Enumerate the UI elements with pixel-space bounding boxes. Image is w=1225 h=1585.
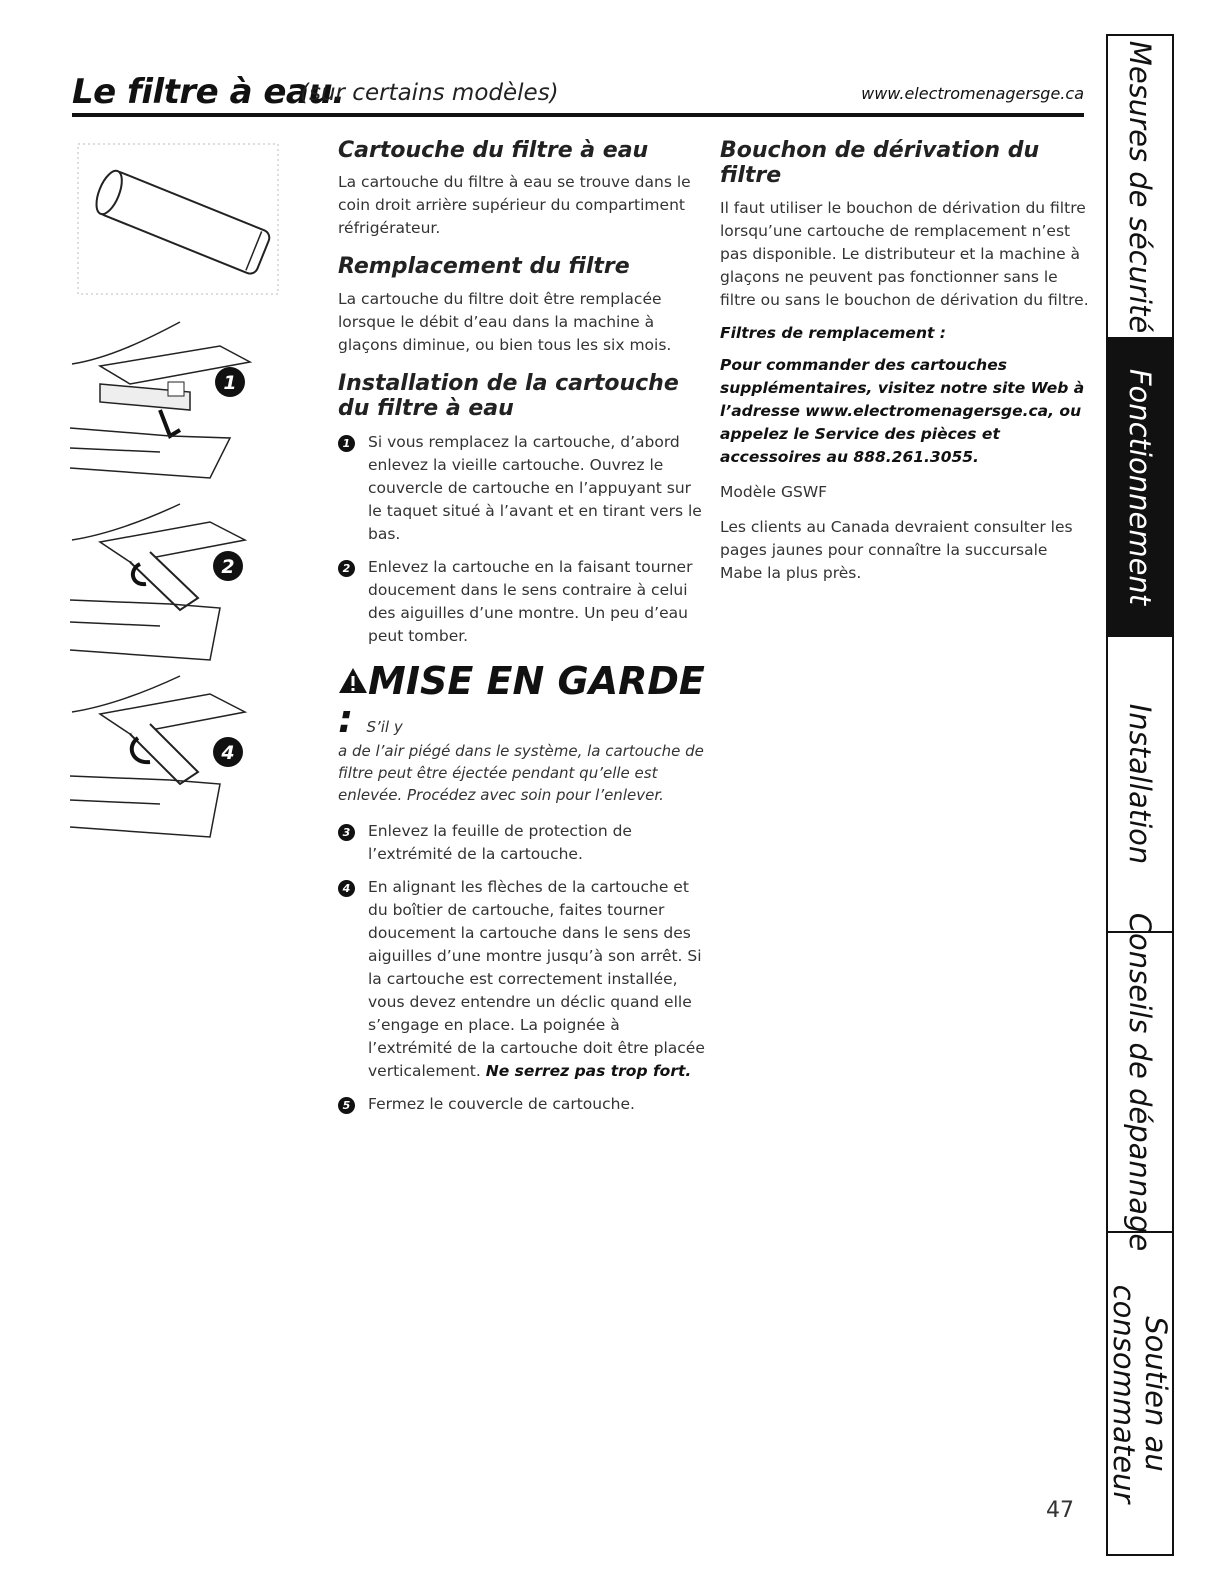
step-1-number: 1 xyxy=(338,435,355,452)
page-header xyxy=(72,72,1084,116)
page-number: 47 xyxy=(1046,1498,1074,1523)
tab-conseils-depannage[interactable] xyxy=(1108,912,1172,1252)
step-2-text: Enlevez la cartouche en la faisant tourner doucement dans le sens contraire à celui des aiguilles d’une montre. Un peu d’eau peut tomber. xyxy=(368,558,693,646)
step-1-illustration xyxy=(70,318,290,498)
step-1-text: Si vous remplacez la cartouche, d’abord enlevez la vieille cartouche. Ouvrez le couvercle de cartouche en l’appuyant sur le taquet situé à l’avant et en tirant vers le bas. xyxy=(368,433,702,544)
svg-text:2: 2 xyxy=(221,556,235,578)
header-rule xyxy=(72,113,1084,117)
page-title: Le filtre à eau. xyxy=(72,72,345,112)
heading-cartouche: Cartouche du filtre à eau xyxy=(338,138,649,163)
step-5 xyxy=(338,1093,708,1116)
tab-fonctionnement-label: Fonctionnement xyxy=(1123,368,1157,606)
text-bouchon: Il faut utiliser le bouchon de dérivation du filtre lorsqu’une cartouche de remplacement n’est pas disponible. Le distributeur et la machine à glaçons ne peuvent pas fonctionner sans le filtre ou sans le bouchon de dérivation du filtre. xyxy=(720,198,1089,309)
warning-heading xyxy=(338,659,708,742)
middle-column xyxy=(338,138,708,1116)
warning-triangle-icon xyxy=(338,667,368,694)
page-subtitle: (sur certains modèles) xyxy=(300,80,559,106)
canada-text: Les clients au Canada devraient consulter les pages jaunes pour connaître la succursale Mabe la plus près. xyxy=(720,517,1073,582)
heading-remplacement: Remplacement du filtre xyxy=(338,254,630,280)
svg-text:4: 4 xyxy=(221,742,235,764)
step-4-bold-note: Ne serrez pas trop fort. xyxy=(485,1062,692,1081)
tab-mesures-securite[interactable] xyxy=(1108,36,1172,339)
step-4-text: En alignant les flèches de la cartouche et du boîtier de cartouche, faites tourner doucement la cartouche dans le sens des aiguilles d’une montre jusqu’à son arrêt. Si la cartouche est correctement installée, vous devez entendre un déclic quand elle s’engage en place. La poignée à l’extrémité de la cartouche doit être placée verticalement. xyxy=(368,878,705,1081)
filtres-label: Filtres de remplacement : xyxy=(720,323,946,342)
tab-mesures-securite-label: Mesures de sécurité xyxy=(1123,40,1157,333)
step-3 xyxy=(338,820,708,866)
warning-title: MISE EN GARDE : xyxy=(338,659,705,742)
warning-lead: S’il y xyxy=(366,718,403,737)
section-tabs xyxy=(1106,34,1174,1556)
step-2-illustration xyxy=(70,500,290,670)
heading-installation: Installation de la cartouche du filtre à eau xyxy=(338,370,679,421)
tab-soutien-consommateur-label: Soutien au consommateur xyxy=(1107,1284,1173,1503)
step-5-number: 5 xyxy=(338,1097,355,1114)
heading-bouchon: Bouchon de dérivation du filtre xyxy=(720,138,1040,189)
tab-installation[interactable] xyxy=(1108,637,1172,933)
right-column xyxy=(720,138,1090,585)
step-2 xyxy=(338,556,708,648)
tab-conseils-depannage-label: Conseils de dépannage xyxy=(1123,912,1157,1252)
warning-body: a de l’air piégé dans le système, la cartouche de filtre peut être éjectée pendant qu’elle est enlevée. Procédez avec soin pour l’enlever. xyxy=(338,742,704,805)
text-remplacement: La cartouche du filtre doit être remplacée lorsque le débit d’eau dans la machine à glaçons diminue, ou bien tous les six mois. xyxy=(338,289,672,354)
step-3-text: Enlevez la feuille de protection de l’extrémité de la cartouche. xyxy=(368,822,632,864)
model-text: Modèle GSWF xyxy=(720,482,828,501)
svg-text:1: 1 xyxy=(223,372,237,394)
step-4-illustration xyxy=(70,672,290,857)
step-5-text: Fermez le couvercle de cartouche. xyxy=(368,1095,635,1114)
tab-fonctionnement[interactable] xyxy=(1108,339,1172,637)
step-1 xyxy=(338,431,708,546)
step-2-number: 2 xyxy=(338,560,355,577)
step-4-number: 4 xyxy=(338,880,355,897)
text-cartouche: La cartouche du filtre à eau se trouve dans le coin droit arrière supérieur du compartiment réfrigérateur. xyxy=(338,173,691,238)
step-3-number: 3 xyxy=(338,824,355,841)
tab-soutien-consommateur[interactable] xyxy=(1108,1233,1172,1554)
filter-cartridge-illustration xyxy=(70,140,290,300)
order-text: Pour commander des cartouches supplémentaires, visitez notre site Web à l’adresse www.electromenagersge.ca, ou appelez le Service des pièces et accessoires au 888.261.3055. xyxy=(720,355,1085,466)
step-4 xyxy=(338,876,708,1083)
website-link[interactable]: www.electromenagersge.ca xyxy=(861,84,1084,103)
tab-installation-label: Installation xyxy=(1123,703,1157,865)
